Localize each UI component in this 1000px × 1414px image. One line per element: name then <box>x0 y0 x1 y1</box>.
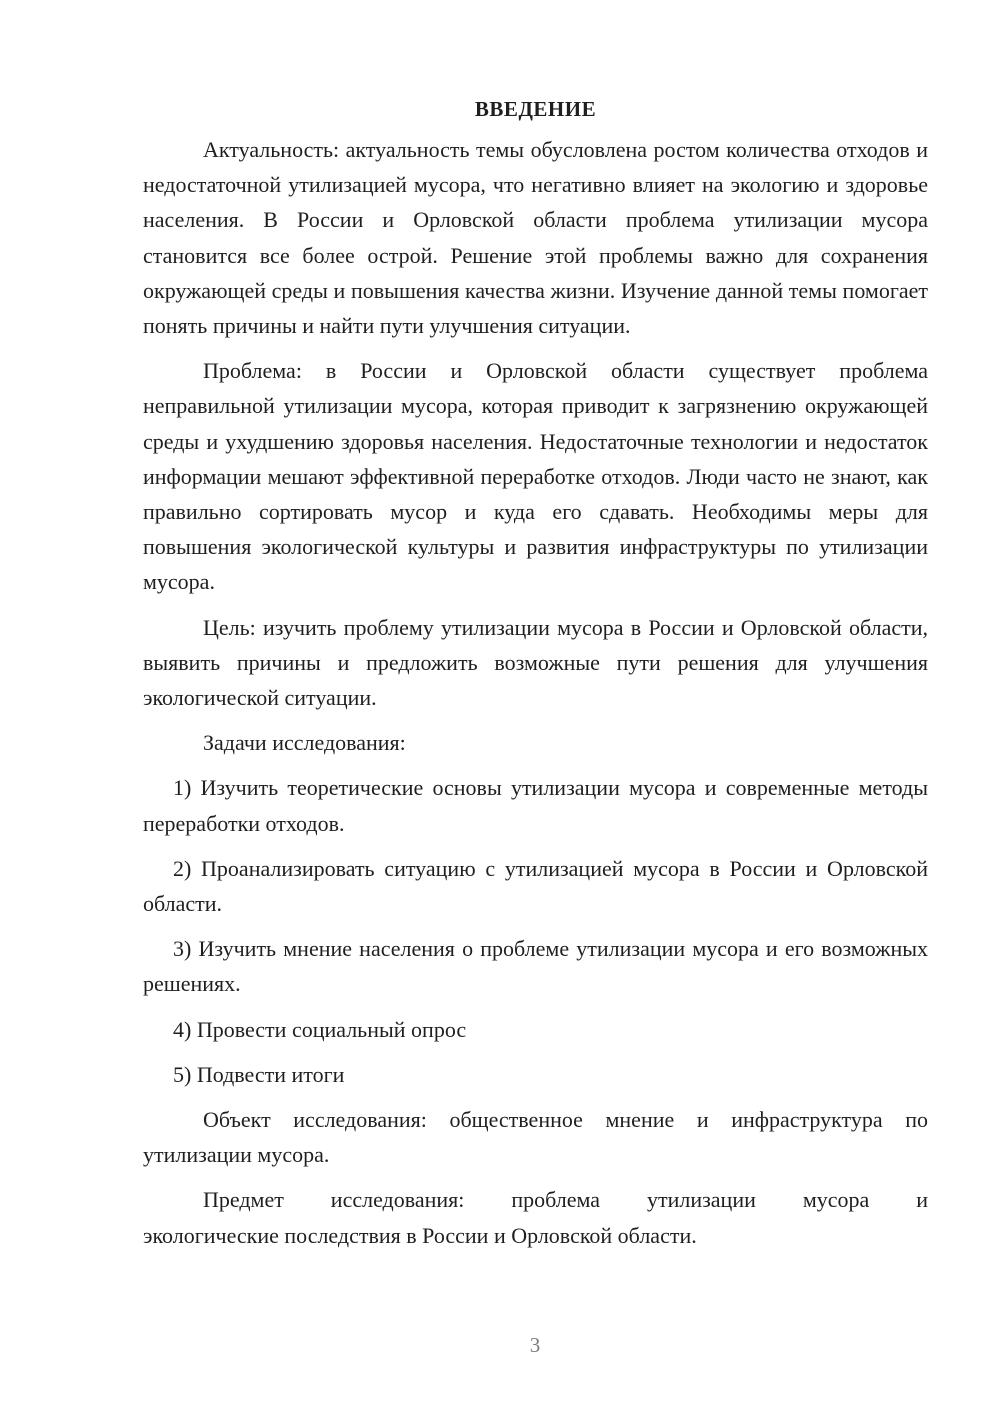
page-title: ВВЕДЕНИЕ <box>474 97 597 121</box>
subject-line-2: экологические последствия в России и Орловской области. <box>143 1222 697 1248</box>
task-item-4: 4) Провести социальный опрос <box>173 1016 467 1042</box>
task-item-2: 2) Проанализировать ситуацию с утилизацией мусора в России и Орловской области. <box>143 855 928 917</box>
paragraph-subject <box>143 1182 928 1252</box>
task-item-5: 5) Подвести итоги <box>173 1061 345 1087</box>
task-item-1: 1) Изучить теоретические основы утилизации мусора и современные методы переработки отходов. <box>143 775 928 836</box>
paragraph-object: Объект исследования: общественное мнение и инфраструктура по утилизации мусора. <box>143 1107 928 1168</box>
page-number: 3 <box>529 1333 541 1357</box>
paragraph-problem: Проблема: в России и Орловской области существует проблема неправильной утилизации мусора, которая приводит к загрязнению окружающей среды и ухудшению здоровья населения. Недостаточные технологии и недостаток информации мешают эффективной переработке отходов. Люди часто не знают, как правильно сортировать мусор и куда его сдавать. Необходимы меры для повышения экологической культуры и развития инфраструктуры по утилизации мусора. <box>143 358 928 595</box>
tasks-heading: Задачи исследования: <box>203 730 406 756</box>
task-item-3: 3) Изучить мнение населения о проблеме утилизации мусора и его возможных решениях. <box>143 936 928 997</box>
page-content <box>143 92 928 1263</box>
paragraph-relevance: Актуальность: актуальность темы обусловлена ростом количества отходов и недостаточной утилизацией мусора, что негативно влияет на экологию и здоровье населения. В России и Орловской области проблема утилизации мусора становится все более острой. Решение этой проблемы важно для сохранения окружающей среды и повышения качества жизни. Изучение данной темы помогает понять причины и найти пути улучшения ситуации. <box>143 137 928 339</box>
paragraph-goal: Цель: изучить проблему утилизации мусора в России и Орловской области, выявить причины и предложить возможные пути решения для улучшения экологической ситуации. <box>143 614 928 711</box>
subject-line-1: Предмет исследования: проблема утилизации мусора и <box>203 1187 928 1213</box>
